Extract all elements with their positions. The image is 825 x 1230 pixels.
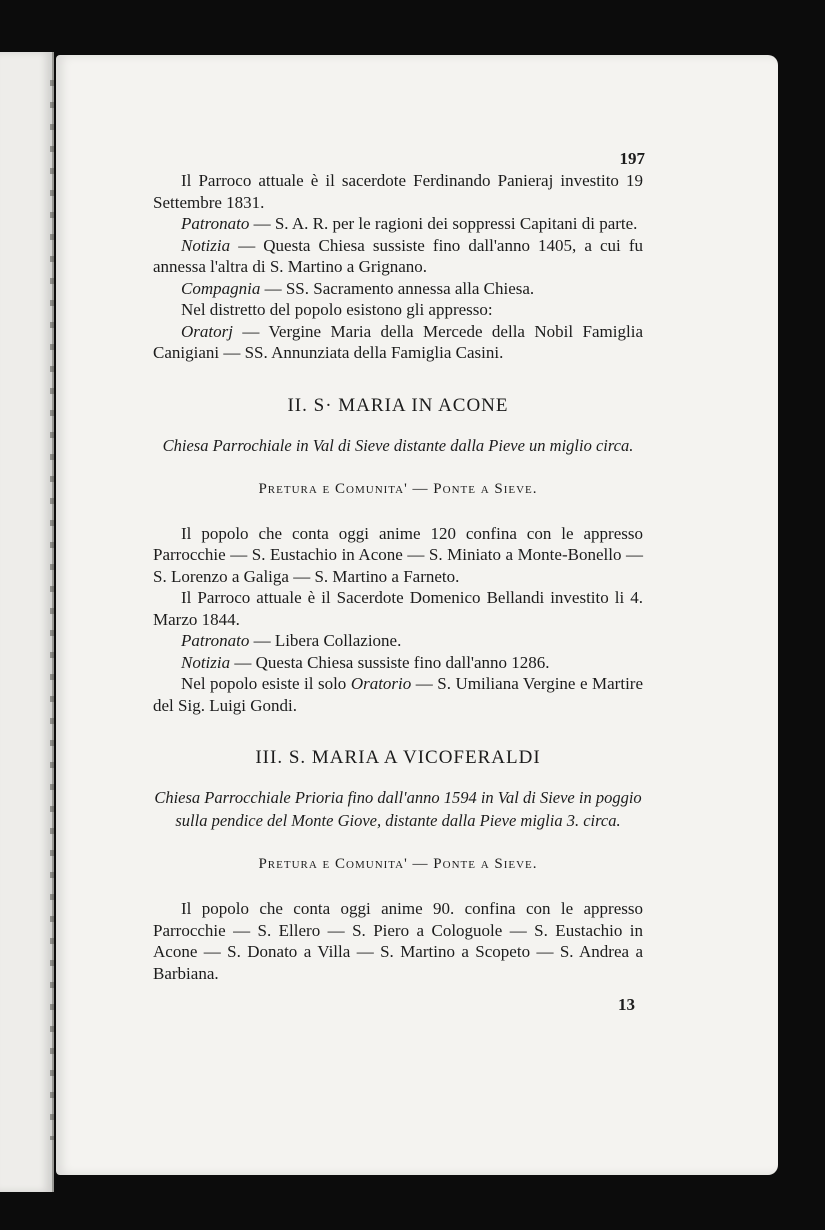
section-iii-pretura: Pretura e Comunita' — Ponte a Sieve.: [258, 856, 538, 872]
oratorj-paragraph: [153, 321, 643, 364]
section-ii-notizia: [153, 652, 643, 674]
patronato-paragraph: [153, 213, 643, 235]
section-ii-pretura: Pretura e Comunita' — Ponte a Sieve.: [258, 480, 538, 497]
left-page-edge: [0, 52, 54, 1192]
section-ii-subtitle: Chiesa Parrochiale in Val di Sieve distante dalla Pieve un miglio circa.: [162, 435, 634, 455]
notizia-text: — Questa Chiesa sussiste fino dall'anno 1405, a cui fu annessa l'altra di S. Martino a Grignano.: [153, 235, 643, 276]
section-ii-notizia-text: — Questa Chiesa sussiste fino dall'anno 1286.: [230, 652, 550, 672]
section-ii-oratorio-pre: Nel popolo esiste il solo: [181, 674, 351, 693]
compagnia-text: — SS. Sacramento annessa alla Chiesa.: [260, 278, 535, 298]
parroco-paragraph: Il Parroco attuale è il sacerdote Ferdinando Panieraj investito 19 Settembre 1831.: [153, 171, 643, 212]
section-ii-popolo: Il popolo che conta oggi anime 120 confina con le appresso Parrocchie — S. Eustachio in Acone — S. Miniato a Monte-Bonello — S. Lorenzo a Galiga — S. Martino a Farneto.: [153, 523, 643, 586]
section-ii-patronato-text: — Libera Collazione.: [249, 631, 402, 650]
section-ii-oratorio-text: — S. Umiliana Vergine e Martire del Sig. Luigi Gondi.: [153, 674, 643, 715]
section-ii-notizia-label: Notizia: [181, 652, 231, 672]
notizia-label: Notizia: [181, 235, 231, 255]
distretto-paragraph: Nel distretto del popolo esistono gli appresso:: [181, 300, 493, 319]
section-ii-parroco: Il Parroco attuale è il Sacerdote Domenico Bellandi investito li 4. Marzo 1844.: [153, 588, 643, 629]
section-iii-popolo: Il popolo che conta oggi anime 90. confina con le appresso Parrocchie — S. Ellero — S. Piero a Cologuole — S. Eustachio in Acone — S. Donato a Villa — S. Martino a Scopeto — S. Andrea a Barbiana.: [153, 899, 643, 983]
section-ii-patronato: [153, 630, 643, 652]
section-iii-subtitle: Chiesa Parrocchiale Prioria fino dall'anno 1594 in Val di Sieve in poggio sulla pendice del Monte Giove, distante dalla Pieve miglia 3. circa.: [154, 788, 642, 830]
page-text: [153, 148, 643, 1016]
notizia-paragraph: [153, 235, 643, 278]
section-ii-oratorio: [153, 673, 643, 716]
patronato-text: — S. A. R. per le ragioni dei soppressi Capitani di parte.: [249, 214, 638, 233]
signature-mark: 13: [618, 995, 635, 1014]
oratorj-label: Oratorj: [181, 321, 233, 341]
compagnia-paragraph: [153, 278, 643, 300]
patronato-label: Patronato: [181, 214, 250, 233]
section-iii-title: III. S. MARIA A VICOFERALDI: [255, 747, 541, 768]
binding-stitches: [50, 80, 54, 1140]
section-ii-patronato-label: Patronato: [181, 631, 250, 650]
oratorj-text: — Vergine Maria della Mercede della Nobil Famiglia Canigiani — SS. Annunziata della Famiglia Casini.: [153, 321, 643, 362]
section-ii-oratorio-label: Oratorio: [350, 674, 412, 693]
page-number: 197: [619, 149, 645, 168]
section-ii-title: II. S· MARIA IN ACONE: [287, 394, 509, 416]
compagnia-label: Compagnia: [181, 278, 261, 298]
